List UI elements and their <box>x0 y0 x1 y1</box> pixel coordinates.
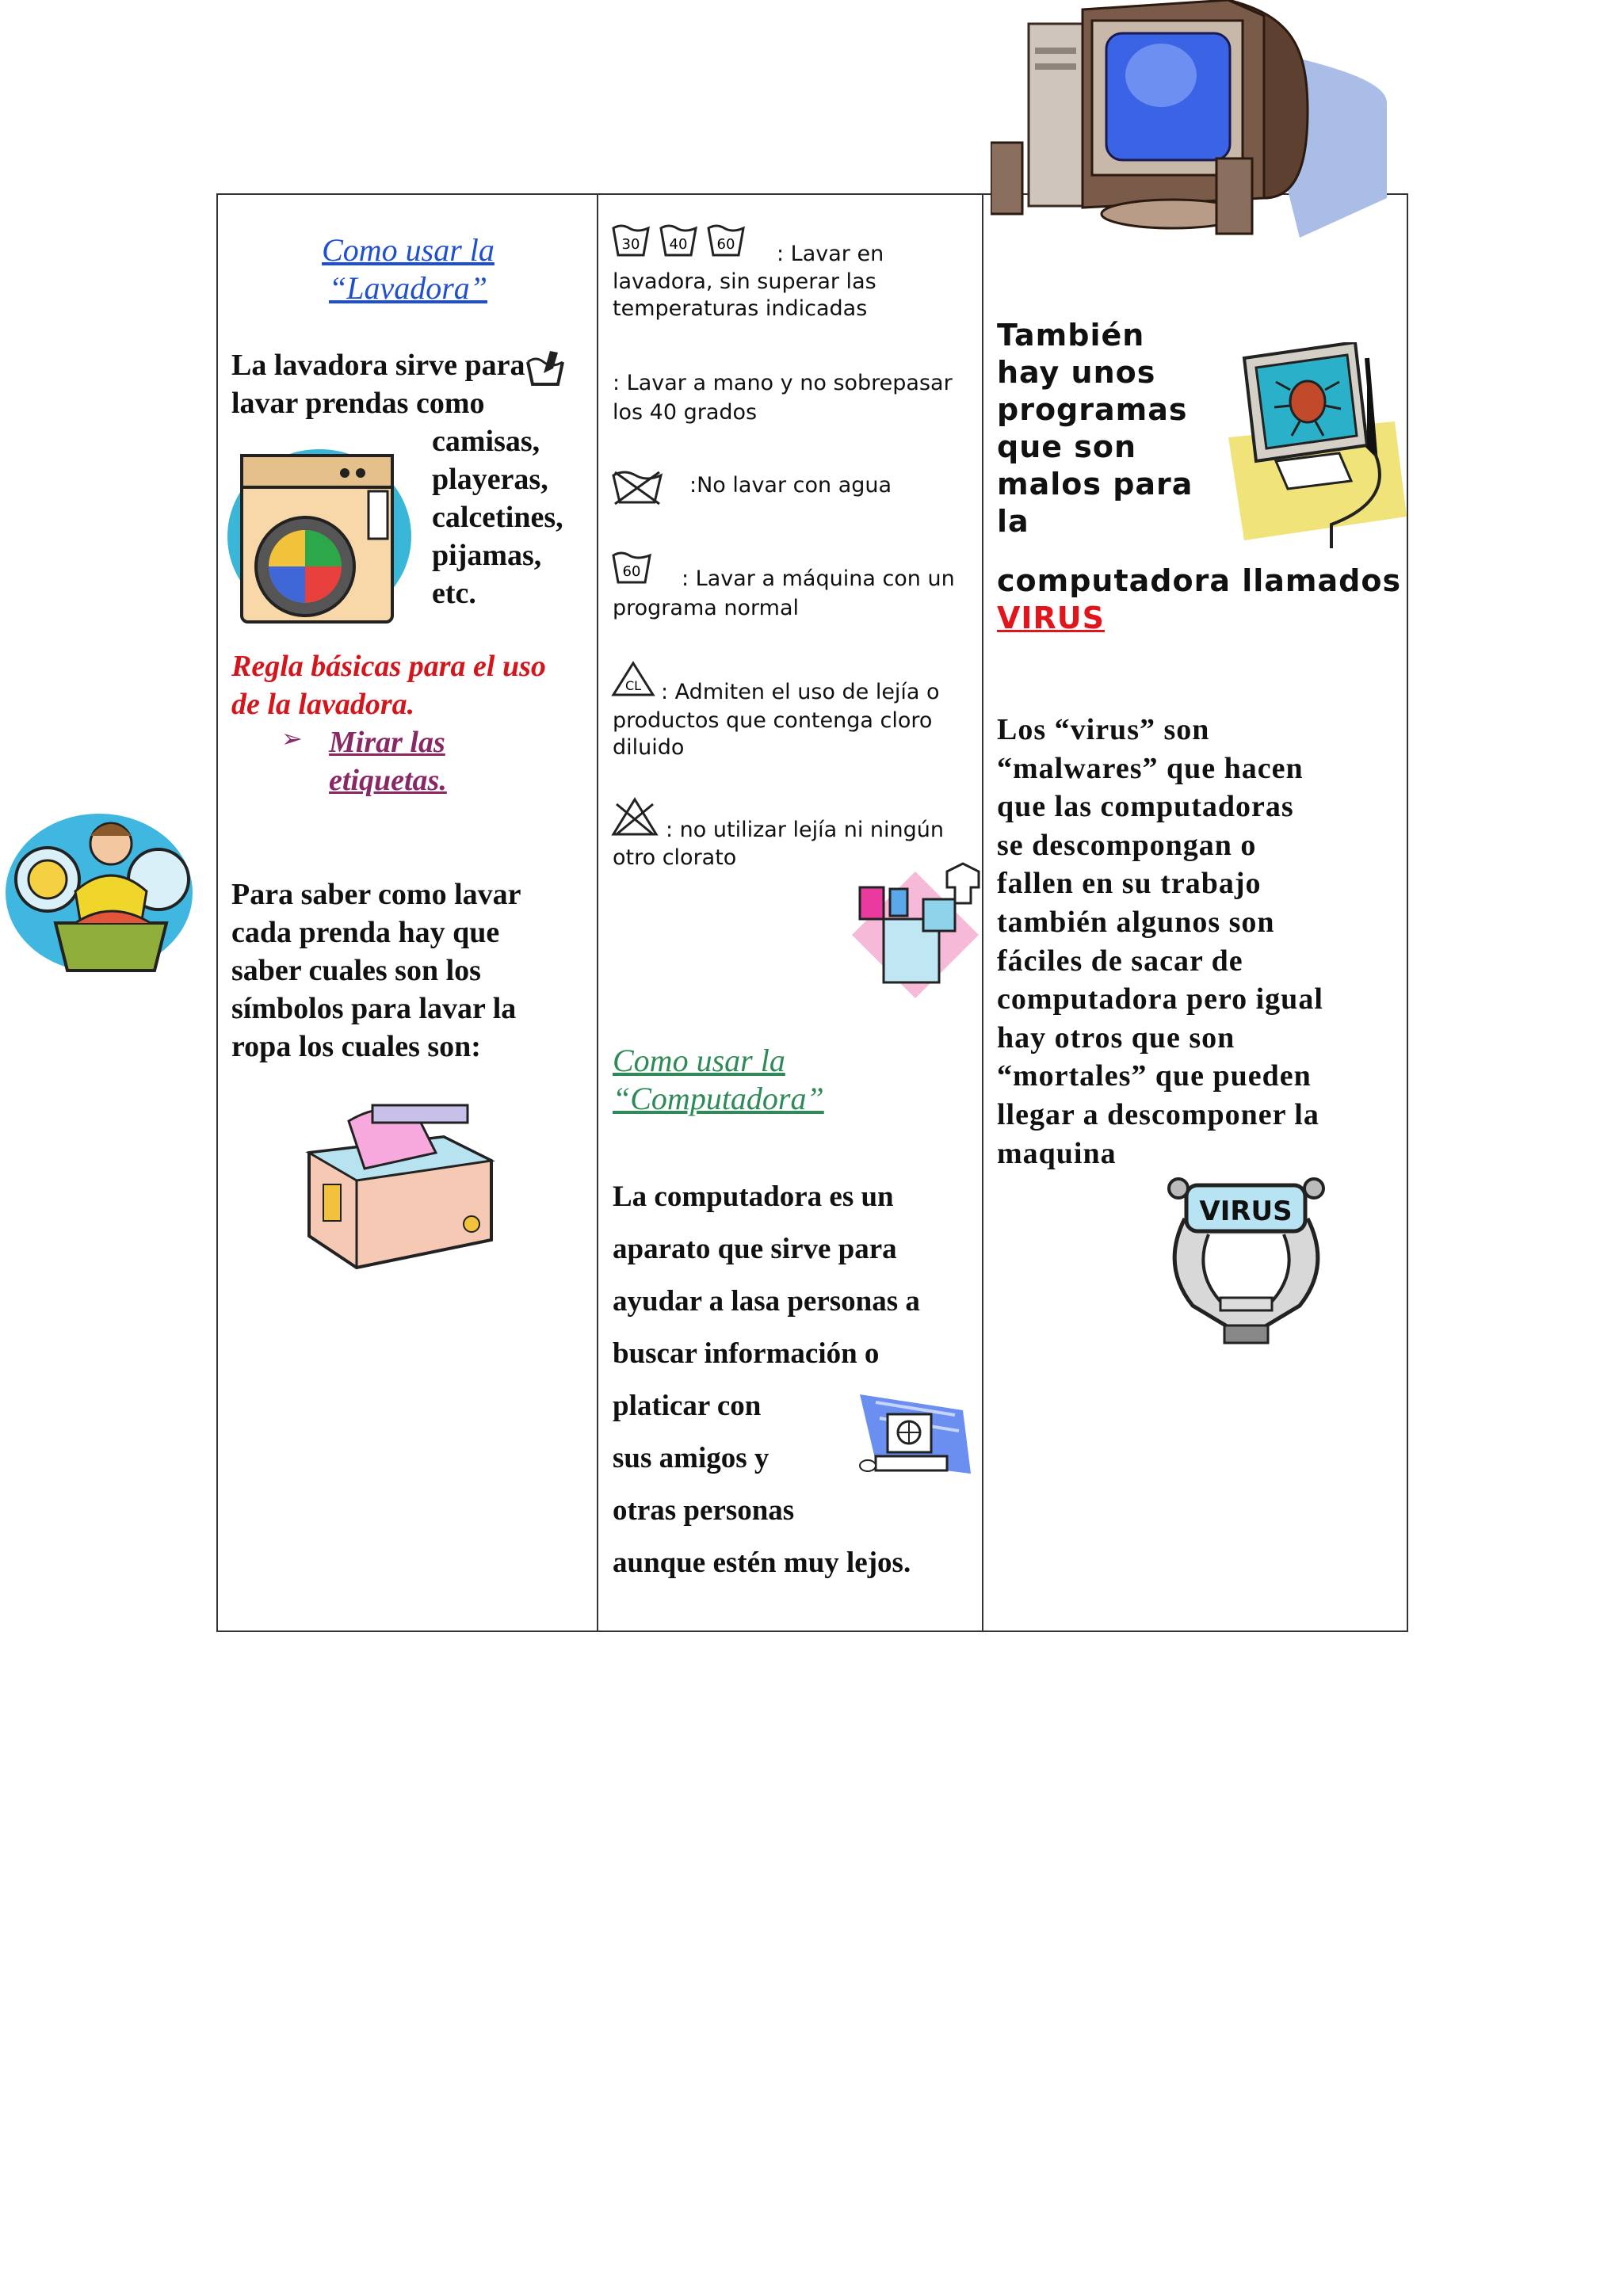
person-with-laundry-basket-icon <box>0 804 198 982</box>
computadora-heading-line2[interactable]: “Computadora” <box>613 1081 824 1116</box>
virus-paragraph-line: fáciles de sacar de <box>997 944 1243 978</box>
virus-intro-line: programas <box>997 392 1188 427</box>
virus-paragraph <box>997 711 1323 1173</box>
temp-60: 60 <box>622 563 641 580</box>
computadora-body-line: La computadora es un <box>613 1180 894 1213</box>
symbol1-desc-line: temperaturas indicadas <box>613 296 868 321</box>
virus-paragraph-line: llegar a descomponer la <box>997 1097 1319 1131</box>
machine-wash-60-icon <box>610 551 655 587</box>
etiquetas-link-line1[interactable]: Mirar las <box>329 726 445 759</box>
detergent-clothes-icon <box>852 856 987 1006</box>
virus-paragraph-line: maquina <box>997 1136 1117 1170</box>
garment-list <box>432 422 563 612</box>
computadora-heading-line1[interactable]: Como usar la <box>613 1043 785 1078</box>
rules-heading-line1: Regla básicas para el uso <box>231 650 546 683</box>
etiquetas-link[interactable] <box>329 723 447 799</box>
lavadora-heading-line1[interactable]: Como usar la <box>322 232 495 268</box>
temperature-wash-symbols-icon <box>610 223 753 260</box>
virus-intro-line: la <box>997 504 1029 539</box>
rules-heading <box>231 647 546 723</box>
list-item: etc. <box>432 577 476 610</box>
virus-robot-icon <box>1161 1171 1331 1345</box>
virus-sign-text: VIRUS <box>1199 1196 1293 1227</box>
column-divider-1 <box>597 193 598 1632</box>
symbol2-desc-line: los 40 grados <box>613 400 758 425</box>
virus-paragraph-line: se descompongan o <box>997 828 1257 862</box>
symbols-intro-line: cada prenda hay que <box>231 916 500 949</box>
arrow-bullet-icon: ➢ <box>281 723 303 753</box>
symbol2-desc <box>613 368 953 427</box>
hand-wash-symbol-icon <box>523 345 567 389</box>
temp-40: 40 <box>669 236 688 253</box>
virus-paragraph-line: fallen en su trabajo <box>997 867 1262 901</box>
no-bleach-icon <box>610 796 659 837</box>
temp-30: 30 <box>621 236 640 253</box>
computadora-body-line: buscar información o <box>613 1337 880 1370</box>
computadora-body-line: ayudar a lasa personas a <box>613 1285 920 1318</box>
virus-paragraph-line: Los “virus” son <box>997 713 1210 746</box>
computadora-body <box>613 1171 920 1589</box>
computer-tower-monitor-icon <box>991 0 1395 246</box>
virus-paragraph-line: computadora pero igual <box>997 982 1323 1016</box>
symbol5-desc-line: productos que contenga cloro <box>613 708 933 733</box>
computadora-body-line: aparato que sirve para <box>613 1233 897 1265</box>
symbol5-desc-line: : Admiten el uso de lejía o <box>661 680 940 704</box>
computer-internet-icon <box>844 1386 971 1486</box>
virus-intro-line: malos para <box>997 467 1193 502</box>
list-item: calcetines, <box>432 501 563 534</box>
symbol4-desc-line: programa normal <box>613 596 799 620</box>
rules-heading-line2: de la lavadora. <box>231 688 415 721</box>
virus-word: VIRUS <box>997 601 1106 635</box>
symbol1-desc-line: lavadora, sin superar las <box>613 269 876 294</box>
symbol3-desc: :No lavar con agua <box>689 473 892 498</box>
virus-intro-line: hay unos <box>997 355 1156 390</box>
symbol2-desc-line: : Lavar a mano y no sobrepasar <box>613 371 953 395</box>
symbols-intro-line: símbolos para lavar la <box>231 992 517 1025</box>
computadora-body-line: otras personas <box>613 1494 795 1527</box>
virus-paragraph-line: también algunos son <box>997 905 1275 939</box>
front-load-washer-icon <box>226 448 412 626</box>
intro-text <box>231 346 525 422</box>
monitor-with-bug-icon <box>1212 342 1407 560</box>
symbol6-desc-line: otro clorato <box>613 845 737 870</box>
list-item: playeras, <box>432 463 548 496</box>
cl-label: CL <box>624 678 642 693</box>
lavadora-heading-line2[interactable]: “Lavadora” <box>328 270 488 306</box>
list-item: camisas, <box>432 425 540 458</box>
virus-paragraph-line: “mortales” que pueden <box>997 1059 1312 1093</box>
virus-paragraph-line: “malwares” que hacen <box>997 751 1304 785</box>
virus-intro-line: computadora llamados <box>997 563 1402 598</box>
symbol5-desc <box>613 707 932 761</box>
no-water-symbol-icon <box>610 469 666 505</box>
computadora-body-line: aunque estén muy lejos. <box>613 1547 911 1579</box>
virus-intro-line: También <box>997 318 1145 353</box>
symbols-intro <box>231 875 521 1066</box>
symbol1-desc <box>613 269 876 322</box>
lavadora-heading[interactable] <box>238 231 579 307</box>
bleach-allowed-icon <box>610 660 656 698</box>
computadora-body-line: platicar con <box>613 1390 762 1422</box>
virus-paragraph-line: que las computadoras <box>997 790 1294 824</box>
symbol5-desc-line: diluido <box>613 735 685 760</box>
virus-intro-line: que son <box>997 429 1137 464</box>
top-load-washer-icon <box>301 1097 499 1272</box>
symbols-intro-line: ropa los cuales son: <box>231 1030 481 1063</box>
symbols-intro-line: Para saber como lavar <box>231 878 521 911</box>
computadora-body-line: sus amigos y <box>613 1442 769 1474</box>
virus-intro <box>997 317 1193 540</box>
virus-paragraph-line: hay otros que son <box>997 1020 1235 1055</box>
list-item: pijamas, <box>432 539 542 572</box>
intro-line1: La lavadora sirve para <box>231 349 525 382</box>
computadora-heading[interactable] <box>613 1042 824 1118</box>
temp-60: 60 <box>716 236 735 253</box>
symbol1-text: : Lavar en <box>777 242 884 266</box>
symbol4-desc-line: : Lavar a máquina con un <box>682 566 955 591</box>
etiquetas-link-line2[interactable]: etiquetas. <box>329 764 447 797</box>
symbol6-desc-line: : no utilizar lejía ni ningún <box>666 818 945 842</box>
intro-line2: lavar prendas como <box>231 387 485 420</box>
symbols-intro-line: saber cuales son los <box>231 954 481 987</box>
